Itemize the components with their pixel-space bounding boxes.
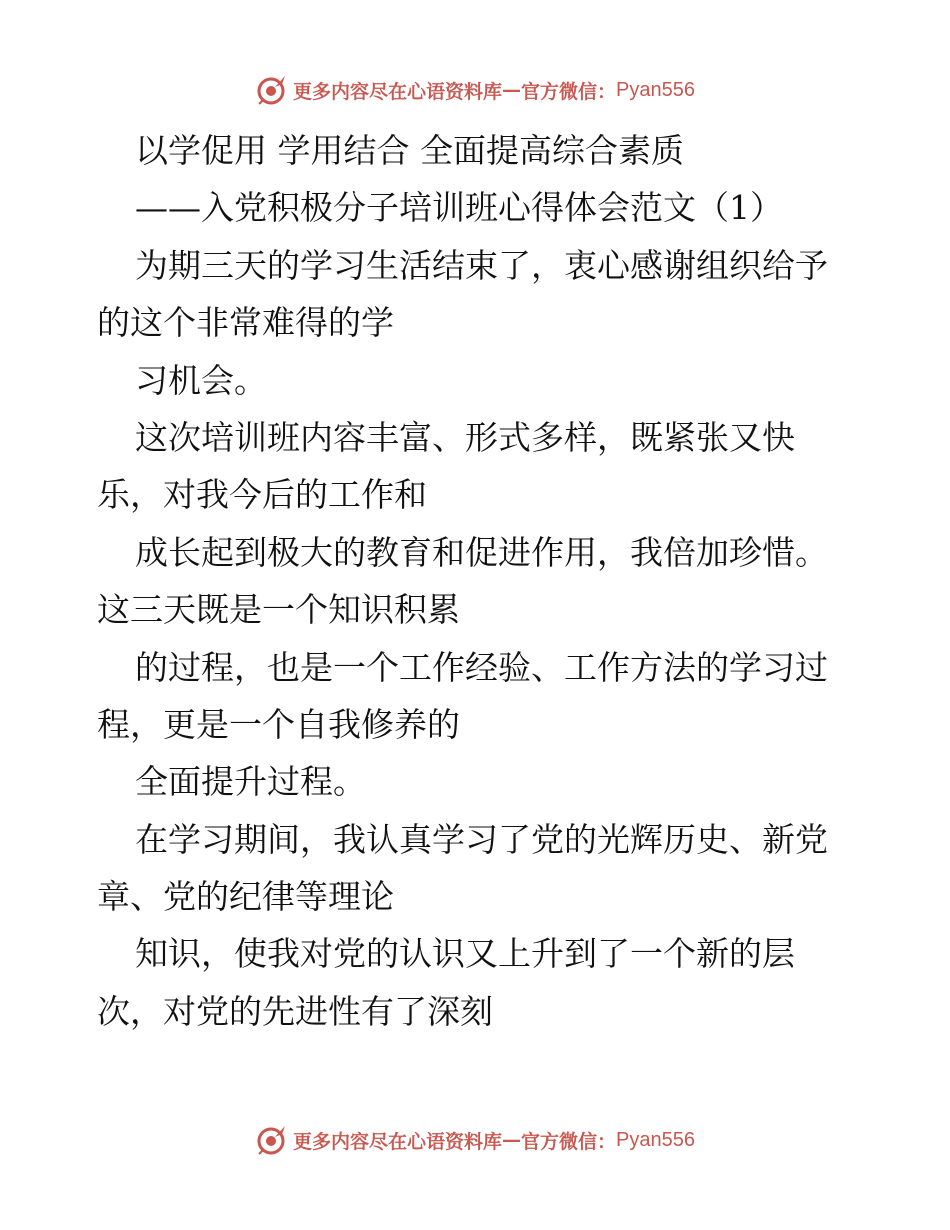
watermark-dash: — bbox=[502, 1129, 522, 1151]
paragraph-line: 知识，使我对党的认识又上升到了一个新的层 bbox=[135, 934, 795, 974]
quill-logo-icon bbox=[255, 1124, 287, 1156]
paragraph-line: 成长起到极大的教育和促进作用，我倍加珍惜。 bbox=[135, 532, 828, 572]
document-body bbox=[97, 122, 867, 1040]
paragraph-line: 在学习期间，我认真学习了党的光辉历史、新党 bbox=[135, 819, 828, 859]
watermark-dash: — bbox=[502, 79, 522, 101]
watermark-wechat-label: 官方微信： bbox=[521, 1130, 617, 1153]
doc-subtitle: ——入党积极分子培训班心得体会范文（1） bbox=[135, 188, 783, 228]
paragraph-line: 的这个非常难得的学 bbox=[97, 303, 394, 343]
watermark-wechat-id: Pyan556 bbox=[616, 1128, 695, 1151]
header-watermark bbox=[0, 70, 950, 110]
footer-watermark bbox=[0, 1120, 950, 1160]
paragraph-line: 这三天既是一个知识积累 bbox=[97, 590, 460, 630]
paragraph-line: 的过程，也是一个工作经验、工作方法的学习过 bbox=[135, 647, 828, 687]
watermark-site-text: 更多内容尽在心语资料库 bbox=[293, 1130, 503, 1153]
paragraph-line: 全面提升过程。 bbox=[135, 762, 366, 802]
paragraph-line: 次，对党的先进性有了深刻 bbox=[97, 991, 493, 1031]
watermark-site-text: 更多内容尽在心语资料库 bbox=[293, 80, 503, 103]
paragraph-line: 这次培训班内容丰富、形式多样，既紧张又快 bbox=[135, 417, 795, 457]
paragraph-line: 乐，对我今后的工作和 bbox=[97, 475, 427, 515]
quill-logo-icon bbox=[255, 74, 287, 106]
watermark-wechat-id: Pyan556 bbox=[616, 78, 695, 101]
paragraph-line: 章、党的纪律等理论 bbox=[97, 877, 394, 917]
paragraph-line: 程，更是一个自我修养的 bbox=[97, 704, 460, 744]
doc-title: 以学促用 学用结合 全面提高综合素质 bbox=[135, 131, 684, 170]
paragraph-line: 习机会。 bbox=[135, 360, 267, 400]
watermark-wechat-label: 官方微信： bbox=[521, 80, 617, 103]
paragraph-line: 为期三天的学习生活结束了，衷心感谢组织给予 bbox=[135, 245, 828, 285]
